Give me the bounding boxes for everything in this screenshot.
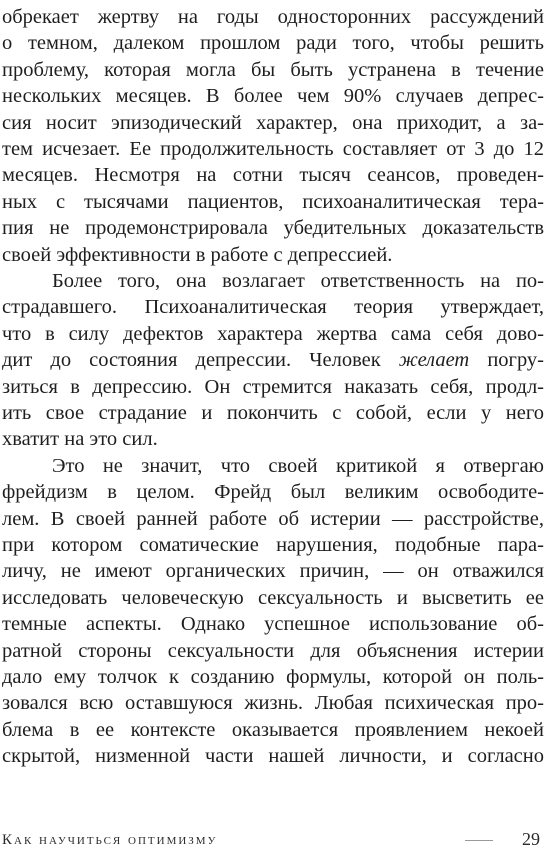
text-line: личу, не имеют органических причин, — он отважился xyxy=(2,560,544,583)
text-line: проблему, которая могла бы быть устранена в течение xyxy=(2,58,544,81)
text-line: при котором соматические нарушения, подобные пара- xyxy=(2,534,544,556)
text-segment: погру- xyxy=(487,349,544,372)
text-line: зовался всю оставшуюся жизнь. Любая психическая про- xyxy=(2,692,544,715)
text-line: фрейдизм в целом. Фрейд был великим освободите- xyxy=(2,481,544,504)
text-line: ных с тысячами пациентов, психоаналитическая тера- xyxy=(2,190,544,213)
text-line: лем. В своей ранней работе об истерии — расстройстве, xyxy=(2,507,544,530)
text-line: что в силу дефектов характера жертва сама себя дово- xyxy=(2,322,544,345)
emphasis-text: желает xyxy=(398,349,470,372)
text-line: месяцев. Несмотря на сотни тысяч сеансов, проведен- xyxy=(2,164,544,187)
text-line: нескольких месяцев. В более чем 90% случаев депрес- xyxy=(2,85,544,108)
page-number: 29 xyxy=(522,829,540,849)
text-line: скрытой, низменной части нашей личности, и согласно xyxy=(2,745,544,768)
text-line: блема в ее контексте оказывается проявлением некоей xyxy=(2,718,544,741)
text-line: зиться в депрессию. Он стремится наказать себя, продл- xyxy=(2,375,544,398)
text-line: Это не значит, что своей критикой я отвергаю xyxy=(52,454,544,477)
text-line: ить свое страдание и покончить с собой, если у него xyxy=(2,402,544,424)
footer-rule xyxy=(465,840,493,841)
text-line xyxy=(2,347,544,373)
text-line: темные аспекты. Однако успешное использование об- xyxy=(2,613,544,636)
text-segment: дит до состояния депрессии. Человек xyxy=(2,349,381,372)
text-line: Более того, она возлагает ответственность на по- xyxy=(52,270,544,292)
text-line: о темном, далеком прошлом ради того, чтобы решить xyxy=(2,32,544,55)
text-line: дало ему толчок к созданию формулы, которой он поль- xyxy=(2,666,544,688)
text-line: страдавшего. Психоаналитическая теория утверждает, xyxy=(2,296,544,319)
text-line: пия не продемонстрировала убедительных доказательств xyxy=(2,217,544,240)
text-line: ратной стороны сексуальности для объяснения истерии xyxy=(2,639,544,662)
text-line: исследовать человеческую сексуальность и высветить ее xyxy=(2,586,544,609)
text-line: своей эффективности в работе с депрессией. xyxy=(2,243,393,266)
text-line: сия носит эпизодический характер, она приходит, а за- xyxy=(2,111,544,134)
running-title: Как научиться оптимизму xyxy=(2,832,218,848)
text-line: хватит на это сил. xyxy=(2,428,158,451)
text-line: тем исчезает. Ее продолжительность составляет от 3 до 12 xyxy=(2,138,544,160)
text-line: обрекает жертву на годы односторонних рассуждений xyxy=(2,6,544,28)
